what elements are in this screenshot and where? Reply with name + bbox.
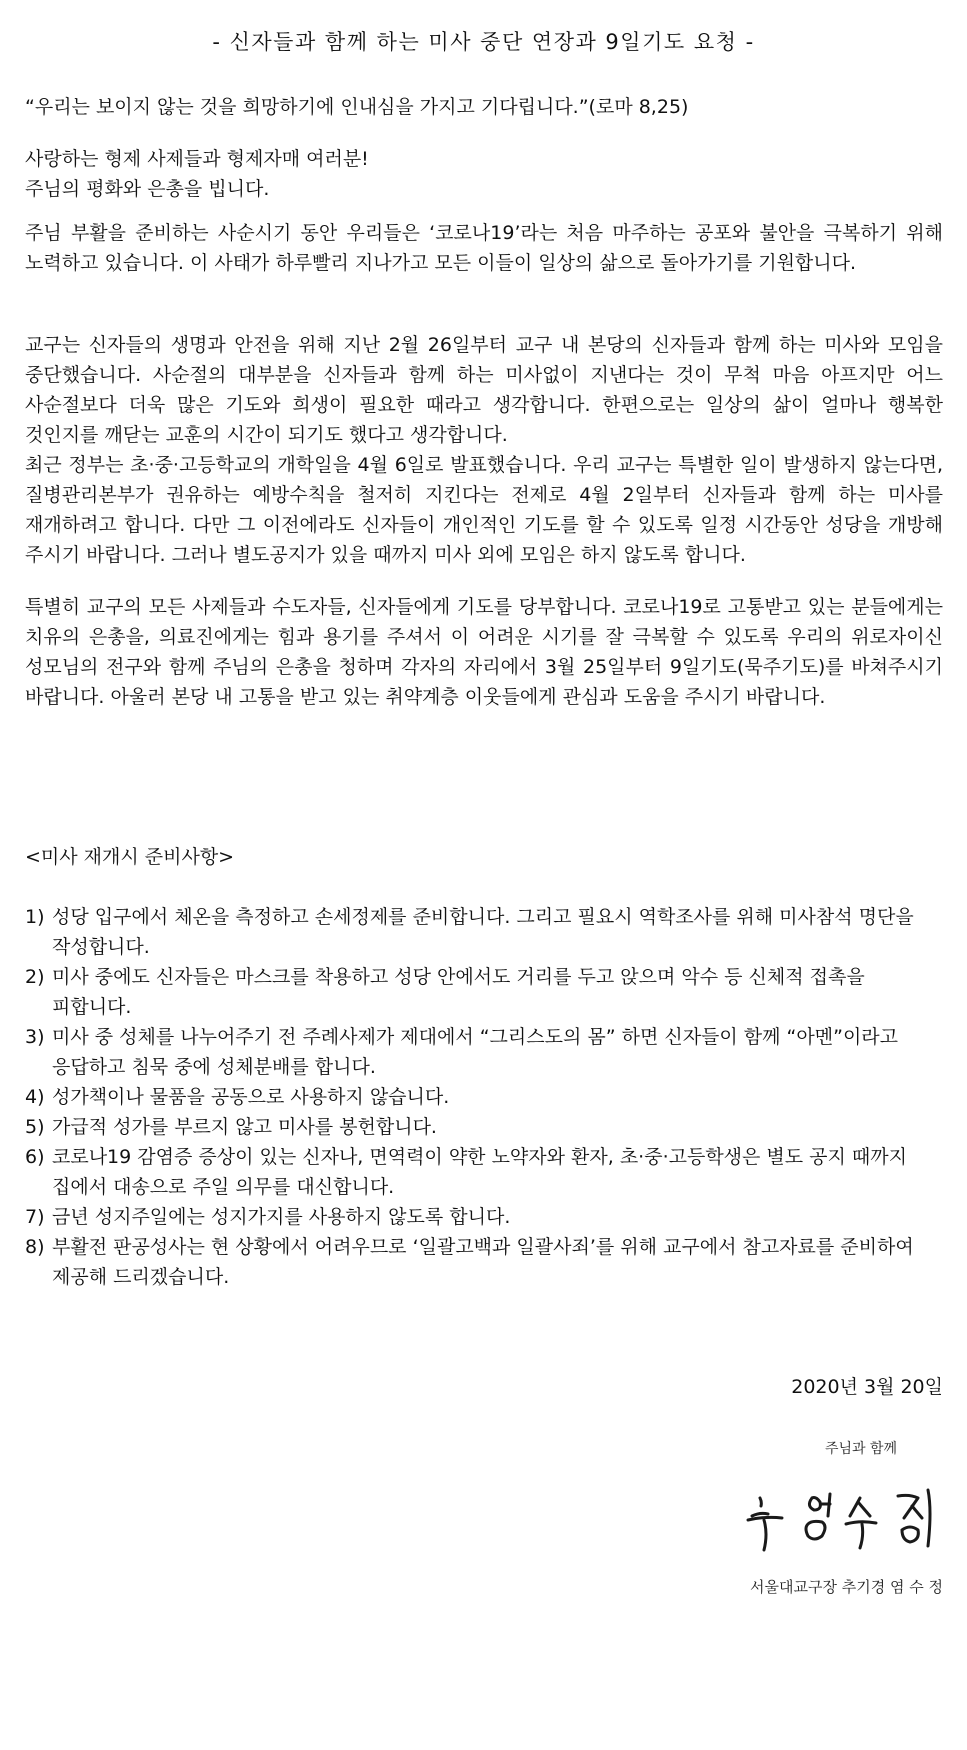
list-item <box>25 1022 943 1082</box>
list-item-number: 6) <box>25 1146 45 1168</box>
list-item-text: 금년 성지주일에는 성지가지를 사용하지 않도록 합니다. <box>52 1206 511 1228</box>
preparation-list <box>25 902 943 1292</box>
list-item <box>25 962 943 1022</box>
list-item <box>25 1112 943 1142</box>
signer-title: 서울대교구장 추기경 염 수 정 <box>750 1578 943 1596</box>
list-item <box>25 902 943 962</box>
paragraph-resumption: 최근 정부는 초·중·고등학교의 개학일을 4월 6일로 발표했습니다. 우리 교구는 특별한 일이 발생하지 않는다면, 질병관리본부가 권유하는 예방수칙을 철저히 지킨다는 전제로 4월 2일부터 신자들과 함께 하는 미사를 재개하려고 합니다. 다만 그 이전에라도 신자들이 개인적인 기도를 할 수 있도록 일정 시간동안 성당을 개방해 주시기 바랍니다. 그러나 별도공지가 있을 때까지 미사 외에 모임은 하지 않도록 합니다. <box>25 454 943 566</box>
list-item-number: 2) <box>25 966 45 988</box>
list-item-number: 7) <box>25 1206 45 1228</box>
list-item <box>25 1082 943 1112</box>
paragraph-lent: 주님 부활을 준비하는 사순시기 동안 우리들은 ‘코로나19’라는 처음 마주하는 공포와 불안을 극복하기 위해 노력하고 있습니다. 이 사태가 하루빨리 지나가고 모든 이들이 일상의 삶으로 돌아가기를 기원합니다. <box>25 222 943 274</box>
handwritten-signature <box>742 1476 942 1556</box>
list-item-number: 5) <box>25 1116 45 1138</box>
salutation: 사랑하는 형제 사제들과 형제자매 여러분! <box>25 148 369 170</box>
list-item-text: 미사 중 성체를 나누어주기 전 주례사제가 제대에서 “그리스도의 몸” 하면 신자들이 함께 “아멘”이라고 응답하고 침묵 중에 성체분배를 합니다. <box>52 1026 899 1078</box>
list-item <box>25 1232 943 1292</box>
scripture-quote: “우리는 보이지 않는 것을 희망하기에 인내심을 가지고 기다립니다.”(로마 8,25) <box>25 96 689 118</box>
paragraph-prayer-request: 특별히 교구의 모든 사제들과 수도자들, 신자들에게 기도를 당부합니다. 코로나19로 고통받고 있는 분들에게는 치유의 은총을, 의료진에게는 힘과 용기를 주셔서 이 어려운 시기를 잘 극복할 수 있도록 우리의 위로자이신 성모님의 전구와 함께 주님의 은총을 청하며 각자의 자리에서 3월 25일부터 9일기도(묵주기도)를 바쳐주시기 바랍니다. 아울러 본당 내 고통을 받고 있는 취약계층 이웃들에게 관심과 도움을 주시기 바랍니다. <box>25 596 943 708</box>
paragraph-suspension: 교구는 신자들의 생명과 안전을 위해 지난 2월 26일부터 교구 내 본당의 신자들과 함께 하는 미사와 모임을 중단했습니다. 사순절의 대부분을 신자들과 함께 하는 미사없이 지낸다는 것이 무척 마음 아프지만 어느 사순절보다 더욱 많은 기도와 희생이 필요한 때라고 생각합니다. 한편으로는 일상의 삶이 얼마나 행복한 것인지를 깨닫는 교훈의 시간이 되기도 했다고 생각합니다. <box>25 334 943 446</box>
letter-title: - 신자들과 함께 하는 미사 중단 연장과 9일기도 요청 - <box>212 30 755 54</box>
list-item-text: 성가책이나 물품을 공동으로 사용하지 않습니다. <box>52 1086 450 1108</box>
letter-date: 2020년 3월 20일 <box>791 1376 943 1398</box>
list-heading: <미사 재개시 준비사항> <box>25 846 235 868</box>
list-item-number: 4) <box>25 1086 45 1108</box>
list-item <box>25 1142 943 1202</box>
list-item-text: 미사 중에도 신자들은 마스크를 착용하고 성당 안에서도 거리를 두고 앉으며 악수 등 신체적 접촉을 피합니다. <box>52 966 865 1018</box>
list-item-text: 가급적 성가를 부르지 않고 미사를 봉헌합니다. <box>52 1116 437 1138</box>
list-item-number: 1) <box>25 906 45 928</box>
list-item-text: 코로나19 감염증 증상이 있는 신자나, 면역력이 약한 노약자와 환자, 초·중·고등학생은 별도 공지 때까지 집에서 대송으로 주일 의무를 대신합니다. <box>52 1146 907 1198</box>
list-item-number: 3) <box>25 1026 45 1048</box>
list-item-number: 8) <box>25 1236 45 1258</box>
list-item-text: 부활전 판공성사는 현 상황에서 어려우므로 ‘일괄고백과 일괄사죄’를 위해 교구에서 참고자료를 준비하여 제공해 드리겠습니다. <box>52 1236 914 1288</box>
list-item <box>25 1202 943 1232</box>
greeting: 주님의 평화와 은총을 빕니다. <box>25 178 270 200</box>
list-item-text: 성당 입구에서 체온을 측정하고 손세정제를 준비합니다. 그리고 필요시 역학조사를 위해 미사참석 명단을 작성합니다. <box>52 906 914 958</box>
closing-phrase: 주님과 함께 <box>825 1441 898 1457</box>
